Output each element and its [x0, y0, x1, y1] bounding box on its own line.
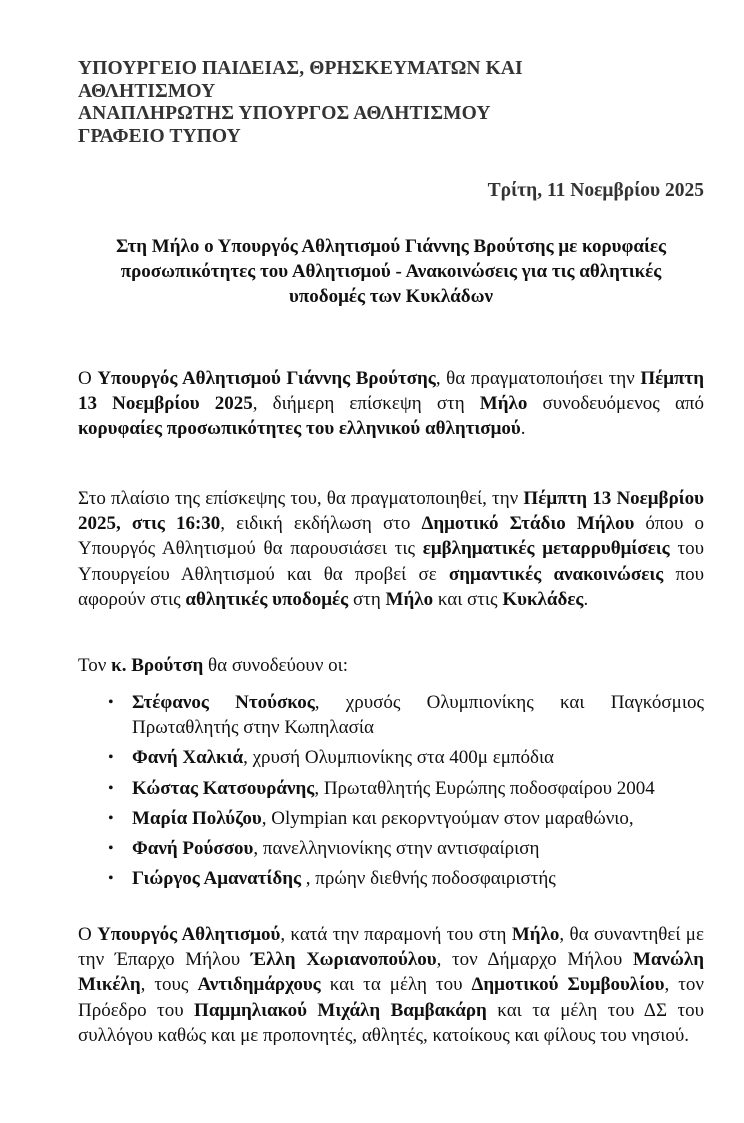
bold-text-segment: Κυκλάδες — [502, 588, 584, 610]
companion-name: Φανή Ρούσσου — [132, 838, 254, 860]
text-segment: , τους — [140, 974, 198, 996]
title-line: προσωπικότητες του Αθλητισμού - Ανακοινώσεις για τις αθλητικές — [120, 261, 662, 282]
bold-text-segment: εμβληματικές μεταρρυθμίσεις — [422, 538, 670, 560]
text-segment: όπου ο Υπουργός Αθλητισμού θα παρουσιάσει τις — [78, 513, 705, 560]
bold-text-segment: κορυφαίες προσωπικότητες του ελληνικού αθλητισμού — [78, 418, 521, 440]
ministry-header — [78, 58, 523, 148]
text-segment: . — [520, 418, 526, 440]
companion-name: Φανή Χαλκιά — [132, 747, 244, 769]
companion-desc: , χρυσή Ολυμπιονίκης στα 400μ εμπόδια — [243, 747, 555, 769]
text-segment: Τον — [78, 655, 112, 676]
bold-text-segment: Μανώλη Μικέλη — [78, 949, 705, 996]
paragraph-event-details — [78, 486, 704, 612]
bold-text-segment: σημαντικές ανακοινώσεις — [448, 563, 664, 585]
bold-text-segment: Υπουργός Αθλητισμού Γιάννης Βρούτσης — [97, 368, 436, 389]
paragraph-text — [78, 922, 704, 1048]
text-segment: , θα συναντηθεί με την Έπαρχο Μήλου — [78, 924, 704, 971]
press-release-title — [78, 234, 704, 309]
companion-desc: , χρυσός Ολυμπιονίκης και Παγκόσμιος Πρωταθλητής στην Κωπηλασία — [132, 692, 705, 739]
text-segment: , κατά την παραμονή του στη — [280, 924, 512, 945]
companion-name: Στέφανος Ντούσκος — [132, 692, 315, 713]
companion-desc: , πανελληνιονίκης στην αντισφαίριση — [253, 838, 540, 860]
bold-text-segment: Υπουργός Αθλητισμού — [97, 924, 281, 945]
bullet-icon: • — [108, 870, 114, 888]
paragraph-companions-intro — [78, 653, 704, 678]
companions-list — [78, 690, 704, 896]
header-line: ΑΘΛΗΤΙΣΜΟΥ — [78, 80, 216, 102]
bold-text-segment: Δημοτικού Συμβουλίου — [471, 974, 665, 996]
text-segment: Ο — [78, 368, 98, 389]
bold-text-segment: Δημοτικό Στάδιο Μήλου — [421, 513, 635, 535]
bold-text-segment: Μήλο — [479, 393, 528, 415]
list-item — [78, 836, 704, 861]
text-segment: , διήμερη επίσκεψη στη — [252, 393, 480, 415]
text-segment: θα συνοδεύουν οι: — [203, 655, 349, 676]
bullet-icon: • — [108, 749, 114, 767]
bold-text-segment: Πέμπτη 13 Νοεμβρίου 2025, στις 16:30 — [78, 488, 704, 535]
bold-text-segment: Παμμηλιακού Μιχάλη Βαμβακάρη — [194, 999, 487, 1021]
paragraph-text — [78, 653, 704, 678]
list-item — [78, 745, 704, 770]
bullet-icon: • — [108, 809, 114, 827]
companion-desc: , πρώην διεθνής ποδοσφαιριστής — [301, 868, 556, 890]
text-segment: , ειδική εκδήλωση στο — [220, 513, 422, 535]
bullet-icon: • — [108, 694, 114, 711]
text-segment: συνοδευόμενος από — [527, 393, 704, 415]
bold-text-segment: Έλλη Χωριανοπούλου — [250, 949, 437, 971]
bold-text-segment: Πέμπτη 13 Νοεμβρίου 2025 — [78, 368, 704, 415]
text-segment: στη — [348, 588, 386, 610]
companion-name: Γιώργος Αμανατίδης — [132, 868, 301, 890]
text-segment: που αφορούν στις — [78, 563, 704, 610]
bullet-icon: • — [108, 779, 114, 797]
text-segment: Ο — [78, 924, 98, 945]
text-segment: και τα μέλη του — [320, 974, 472, 996]
bold-text-segment: Μήλο — [385, 588, 434, 610]
title-line: Στη Μήλο ο Υπουργός Αθλητισμού Γιάννης Βρούτσης με κορυφαίες — [115, 236, 667, 257]
bold-text-segment: Αντιδημάρχους — [197, 974, 321, 996]
bold-text-segment: αθλητικές υποδομές — [185, 588, 349, 610]
bullet-icon: • — [108, 840, 114, 858]
paragraph-text — [78, 366, 704, 442]
text-segment: . — [583, 588, 589, 610]
paragraph-text — [78, 486, 704, 612]
companion-desc: , Olympian και ρεκορντγούμαν στον μαραθώνιο, — [261, 807, 634, 829]
companion-desc: , Πρωταθλητής Ευρώπης ποδοσφαίρου 2004 — [314, 777, 655, 799]
text-segment: και στις — [433, 588, 503, 610]
header-line: ΥΠΟΥΡΓΕΙΟ ΠΑΙΔΕΙΑΣ, ΘΡΗΣΚΕΥΜΑΤΩΝ ΚΑΙ — [78, 58, 523, 79]
list-item — [78, 776, 704, 801]
paragraph-visit-announcement — [78, 366, 704, 442]
list-item — [78, 806, 704, 831]
list-item — [78, 690, 704, 740]
header-line: ΓΡΑΦΕΙΟ ΤΥΠΟΥ — [78, 125, 241, 147]
bold-text-segment: Μήλο — [511, 924, 560, 945]
list-item — [78, 866, 704, 891]
text-segment: Στο πλαίσιο της επίσκεψης του, θα πραγματοποιηθεί, την — [78, 488, 524, 509]
paragraph-meetings — [78, 922, 704, 1048]
title-line: υποδομές των Κυκλάδων — [288, 286, 494, 307]
text-segment: του Υπουργείου Αθλητισμού και θα προβεί σε — [78, 538, 704, 585]
bold-text-segment: κ. Βρούτση — [111, 655, 204, 676]
text-segment: , τον Πρόεδρο του — [78, 974, 704, 1021]
release-date: Τρίτη, 11 Νοεμβρίου 2025 — [487, 180, 704, 201]
text-segment: , θα πραγματοποιήσει την — [435, 368, 641, 389]
text-segment: και τα μέλη του ΔΣ του συλλόγου καθώς και με προπονητές, αθλητές, κατοίκους και φίλους του νησιού. — [78, 999, 704, 1046]
companion-name: Κώστας Κατσουράνης — [132, 777, 315, 799]
text-segment: , τον Δήμαρχο Μήλου — [436, 949, 633, 971]
companion-name: Μαρία Πολύζου — [132, 807, 262, 829]
header-line: ΑΝΑΠΛΗΡΩΤΗΣ ΥΠΟΥΡΓΟΣ ΑΘΛΗΤΙΣΜΟΥ — [78, 103, 491, 124]
